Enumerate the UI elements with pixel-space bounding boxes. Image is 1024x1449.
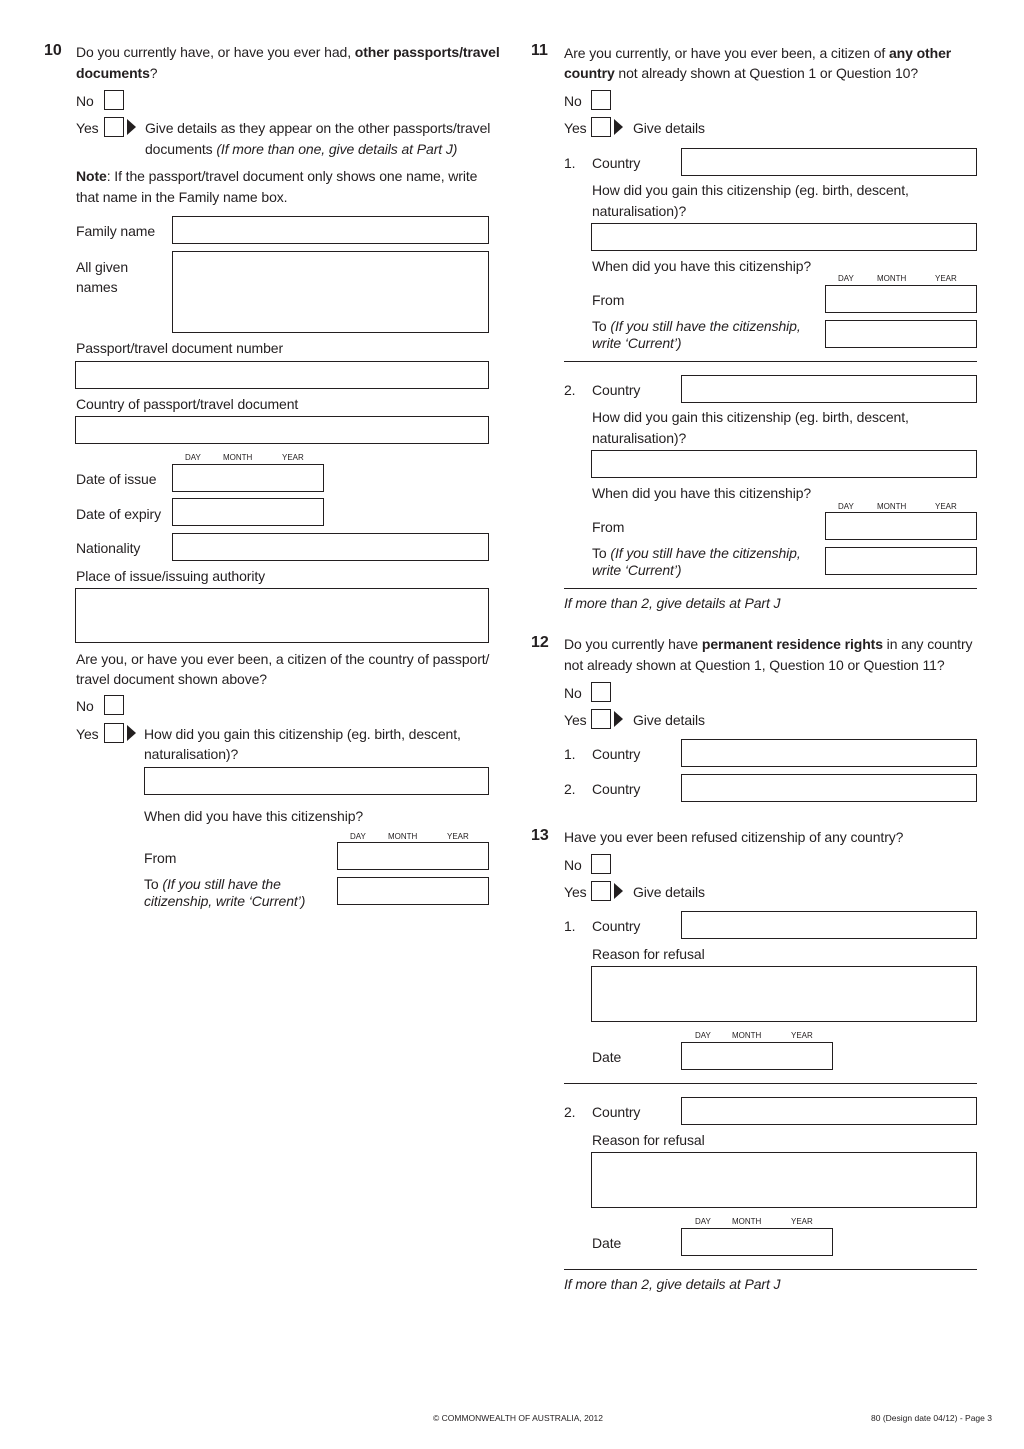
q11-entry-index: 2. bbox=[564, 382, 576, 398]
divider bbox=[564, 588, 977, 589]
q10-yes-checkbox[interactable] bbox=[104, 117, 124, 137]
q11-how-gain-field-2[interactable] bbox=[591, 450, 977, 478]
q10-citizen-yes-label: Yes bbox=[76, 726, 99, 742]
q13-no-checkbox[interactable] bbox=[591, 854, 611, 874]
family-name-field[interactable] bbox=[172, 216, 489, 244]
q11-when-citizen-label: When did you have this citizenship? bbox=[592, 485, 812, 501]
q11-to-field-1[interactable] bbox=[825, 320, 977, 348]
q13-reason-label: Reason for refusal bbox=[592, 946, 705, 962]
day-label: DAY bbox=[185, 453, 201, 462]
q10-give-details-line2-text: documents bbox=[145, 141, 217, 157]
q11-when-citizen-label: When did you have this citizenship? bbox=[592, 258, 812, 274]
q11-yes-label: Yes bbox=[564, 120, 587, 136]
passport-country-field[interactable] bbox=[75, 416, 489, 444]
q11-to-italic: (If you still have the citizenship, bbox=[610, 545, 801, 561]
family-name-label: Family name bbox=[76, 223, 156, 239]
q13-more-than-2: If more than 2, give details at Part J bbox=[564, 1276, 781, 1292]
q13-country-field-1[interactable] bbox=[681, 911, 977, 939]
q11-from-label: From bbox=[592, 292, 625, 308]
q10-note-bold: Note bbox=[76, 168, 107, 184]
year-label: YEAR bbox=[935, 502, 957, 511]
arrow-right-icon bbox=[127, 725, 136, 741]
passport-number-field[interactable] bbox=[75, 361, 489, 389]
q11-to-label-line2: write ‘Current’) bbox=[592, 562, 682, 578]
q13-no-label: No bbox=[564, 857, 582, 873]
passport-number-label: Passport/travel document number bbox=[76, 340, 284, 356]
q13-country-field-2[interactable] bbox=[681, 1097, 977, 1125]
question-11-text bbox=[564, 43, 951, 63]
q10-give-details-italic: (If more than one, give details at Part J) bbox=[216, 141, 458, 157]
q13-date-label: Date bbox=[592, 1049, 622, 1065]
q10-to-pre: To bbox=[144, 876, 163, 892]
q11-to-italic: (If you still have the citizenship, bbox=[610, 318, 801, 334]
q13-yes-label: Yes bbox=[564, 884, 587, 900]
q11-text-bold: any other bbox=[888, 45, 952, 61]
q11-country-label: Country bbox=[592, 155, 641, 171]
month-label: MONTH bbox=[732, 1217, 762, 1226]
year-label: YEAR bbox=[447, 832, 469, 841]
day-label: DAY bbox=[838, 274, 854, 283]
q10-text-end: ? bbox=[149, 65, 158, 81]
q10-to-italic: (If you still have the bbox=[162, 876, 281, 892]
question-10-text-line2 bbox=[76, 63, 157, 83]
q13-date-field-1[interactable] bbox=[681, 1042, 833, 1070]
q10-text-bold2: documents bbox=[76, 65, 150, 81]
q11-entry-index: 1. bbox=[564, 155, 576, 171]
q13-give-details: Give details bbox=[633, 884, 705, 900]
q13-country-label: Country bbox=[592, 1104, 641, 1120]
q11-text-pre: Are you currently, or have you ever been, a citizen of bbox=[564, 45, 889, 61]
q13-yes-checkbox[interactable] bbox=[591, 881, 611, 901]
given-names-label-line2: names bbox=[76, 279, 118, 295]
q11-country-label: Country bbox=[592, 382, 641, 398]
month-label: MONTH bbox=[732, 1031, 762, 1040]
nationality-field[interactable] bbox=[172, 533, 489, 561]
q11-to-field-2[interactable] bbox=[825, 547, 977, 575]
month-label: MONTH bbox=[877, 274, 907, 283]
passport-country-label: Country of passport/travel document bbox=[76, 396, 299, 412]
month-label: MONTH bbox=[388, 832, 418, 841]
q10-how-gain-label: How did you gain this citizenship (eg. birth, descent, bbox=[144, 726, 461, 742]
q12-yes-checkbox[interactable] bbox=[591, 709, 611, 729]
q12-give-details: Give details bbox=[633, 712, 705, 728]
q10-when-citizen-label: When did you have this citizenship? bbox=[144, 808, 364, 824]
question-number-11: 11 bbox=[531, 42, 548, 59]
q10-give-details: Give details as they appear on the other passports/travel bbox=[145, 120, 491, 136]
q10-citizen-yes-checkbox[interactable] bbox=[104, 723, 124, 743]
question-11-text-line2 bbox=[564, 63, 918, 83]
q11-text-bold2: country bbox=[564, 65, 615, 81]
month-label: MONTH bbox=[223, 453, 253, 462]
q10-from-field[interactable] bbox=[337, 842, 489, 870]
q13-country-label: Country bbox=[592, 918, 641, 934]
q13-reason-label: Reason for refusal bbox=[592, 1132, 705, 1148]
year-label: YEAR bbox=[791, 1217, 813, 1226]
q12-text-bold: permanent residence rights bbox=[701, 636, 883, 652]
q11-how-gain-label: How did you gain this citizenship (eg. birth, descent, bbox=[592, 409, 909, 425]
q11-text-end: not already shown at Question 1 or Question 10? bbox=[614, 65, 919, 81]
q10-how-gain-label-line2: naturalisation)? bbox=[144, 746, 239, 762]
q12-no-checkbox[interactable] bbox=[591, 682, 611, 702]
arrow-right-icon bbox=[614, 119, 623, 135]
day-label: DAY bbox=[350, 832, 366, 841]
q13-date-field-2[interactable] bbox=[681, 1228, 833, 1256]
question-number-12: 12 bbox=[531, 634, 549, 651]
question-12-text-line2: not already shown at Question 1, Question 10 or Question 11? bbox=[564, 657, 945, 673]
given-names-field[interactable] bbox=[172, 251, 489, 333]
q12-no-label: No bbox=[564, 685, 582, 701]
footer-copyright: © COMMONWEALTH OF AUSTRALIA, 2012 bbox=[433, 1413, 603, 1423]
q10-text-bold: other passports/travel bbox=[354, 44, 500, 60]
q11-yes-checkbox[interactable] bbox=[591, 117, 611, 137]
q11-country-field-2[interactable] bbox=[681, 375, 977, 403]
date-expiry-label: Date of expiry bbox=[76, 506, 161, 522]
given-names-label: All given bbox=[76, 259, 129, 275]
q10-citizen-question: Are you, or have you ever been, a citizen of the country of passport/ bbox=[76, 651, 490, 667]
q10-note bbox=[76, 166, 477, 186]
q12-text-end: in any country bbox=[882, 636, 973, 652]
q13-entry-index: 1. bbox=[564, 918, 576, 934]
q10-give-details-line2 bbox=[145, 139, 457, 159]
q11-from-label: From bbox=[592, 519, 625, 535]
q12-country-label: Country bbox=[592, 781, 641, 797]
q12-text-pre: Do you currently have bbox=[564, 636, 702, 652]
date-expiry-field[interactable] bbox=[172, 498, 324, 526]
q11-how-gain-label: How did you gain this citizenship (eg. birth, descent, bbox=[592, 182, 909, 198]
q11-how-gain-field-1[interactable] bbox=[591, 223, 977, 251]
q11-to-label bbox=[592, 318, 801, 335]
date-issue-label: Date of issue bbox=[76, 471, 157, 487]
q10-text-pre: Do you currently have, or have you ever had, bbox=[76, 44, 355, 60]
q10-citizen-no-checkbox[interactable] bbox=[104, 695, 124, 715]
q11-from-field-1[interactable] bbox=[825, 285, 977, 313]
divider bbox=[564, 361, 977, 362]
q12-country-label: Country bbox=[592, 746, 641, 762]
divider bbox=[564, 1083, 977, 1084]
q10-from-label: From bbox=[144, 850, 177, 866]
q10-to-label-line2: citizenship, write ‘Current’) bbox=[144, 893, 306, 909]
q10-to-field[interactable] bbox=[337, 877, 489, 905]
month-label: MONTH bbox=[877, 502, 907, 511]
q11-how-gain-label-line2: naturalisation)? bbox=[592, 430, 687, 446]
q11-to-label bbox=[592, 545, 801, 562]
footer-page-number: 80 (Design date 04/12) - Page 3 bbox=[871, 1413, 992, 1423]
q12-entry-index: 1. bbox=[564, 746, 576, 762]
q11-no-checkbox[interactable] bbox=[591, 90, 611, 110]
question-number-13: 13 bbox=[531, 827, 549, 844]
day-label: DAY bbox=[695, 1031, 711, 1040]
question-13-text: Have you ever been refused citizenship of any country? bbox=[564, 829, 904, 845]
divider bbox=[564, 1269, 977, 1270]
q11-country-field-1[interactable] bbox=[681, 148, 977, 176]
question-number-10: 10 bbox=[44, 42, 62, 59]
q12-country-field-1[interactable] bbox=[681, 739, 977, 767]
q12-entry-index: 2. bbox=[564, 781, 576, 797]
place-issue-label: Place of issue/issuing authority bbox=[76, 568, 266, 584]
q11-to-pre: To bbox=[592, 545, 611, 561]
arrow-right-icon bbox=[127, 119, 136, 135]
day-label: DAY bbox=[695, 1217, 711, 1226]
q11-how-gain-label-line2: naturalisation)? bbox=[592, 203, 687, 219]
q11-no-label: No bbox=[564, 93, 582, 109]
place-issue-field[interactable] bbox=[75, 588, 489, 643]
q12-yes-label: Yes bbox=[564, 712, 587, 728]
q11-from-field-2[interactable] bbox=[825, 512, 977, 540]
date-issue-field[interactable] bbox=[172, 464, 324, 492]
q10-to-label bbox=[144, 876, 281, 893]
q10-yes-label: Yes bbox=[76, 120, 99, 136]
q11-give-details: Give details bbox=[633, 120, 705, 136]
arrow-right-icon bbox=[614, 883, 623, 899]
q10-citizen-question-line2: travel document shown above? bbox=[76, 671, 267, 687]
q12-country-field-2[interactable] bbox=[681, 774, 977, 802]
q11-more-than-2: If more than 2, give details at Part J bbox=[564, 595, 781, 611]
arrow-right-icon bbox=[614, 711, 623, 727]
q11-to-pre: To bbox=[592, 318, 611, 334]
q13-reason-field-2[interactable] bbox=[591, 1152, 977, 1208]
q13-reason-field-1[interactable] bbox=[591, 966, 977, 1022]
q10-no-label: No bbox=[76, 93, 94, 109]
day-label: DAY bbox=[838, 502, 854, 511]
year-label: YEAR bbox=[282, 453, 304, 462]
year-label: YEAR bbox=[791, 1031, 813, 1040]
question-10-text bbox=[76, 42, 500, 62]
year-label: YEAR bbox=[935, 274, 957, 283]
q11-to-label-line2: write ‘Current’) bbox=[592, 335, 682, 351]
q10-note-line1: : If the passport/travel document only shows one name, write bbox=[106, 168, 478, 184]
nationality-label: Nationality bbox=[76, 540, 141, 556]
q10-note-line2: that name in the Family name box. bbox=[76, 189, 288, 205]
q10-no-checkbox[interactable] bbox=[104, 90, 124, 110]
q10-how-gain-field[interactable] bbox=[144, 767, 489, 795]
question-12-text bbox=[564, 634, 972, 654]
q10-citizen-no-label: No bbox=[76, 698, 94, 714]
q13-date-label: Date bbox=[592, 1235, 622, 1251]
q13-entry-index: 2. bbox=[564, 1104, 576, 1120]
